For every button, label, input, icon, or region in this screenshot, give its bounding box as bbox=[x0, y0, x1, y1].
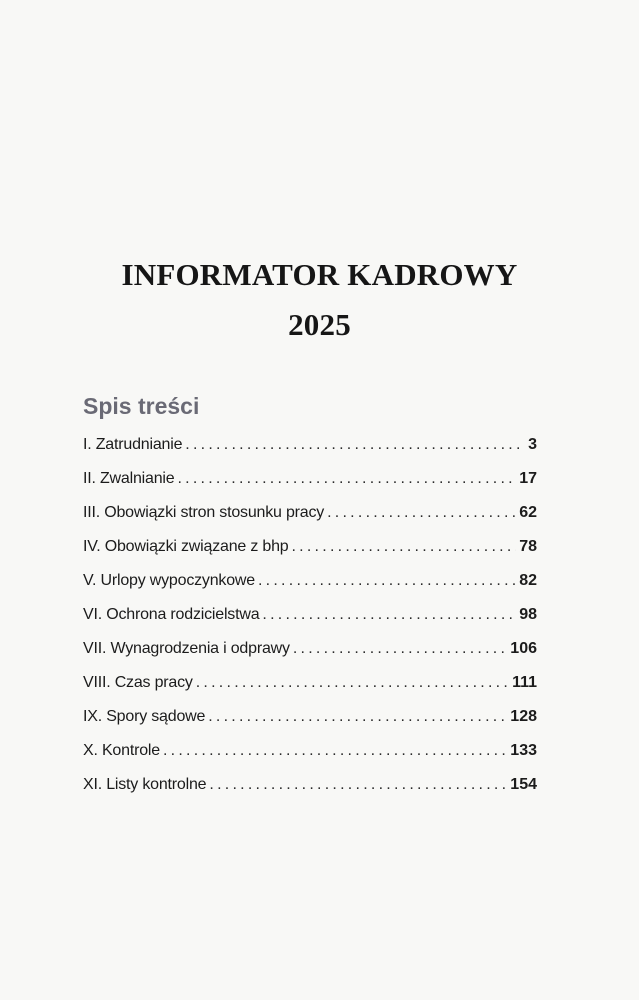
toc-entry-label: V. Urlopy wypoczynkowe bbox=[83, 572, 255, 589]
toc-entry-3[interactable] bbox=[83, 504, 537, 538]
dot-leader bbox=[327, 504, 516, 522]
dot-leader bbox=[163, 742, 507, 760]
toc-entry-9[interactable] bbox=[83, 708, 537, 742]
toc-entry-page: 128 bbox=[510, 708, 537, 725]
toc-entry-label: III. Obowiązki stron stosunku pracy bbox=[83, 504, 325, 521]
toc-entry-label: VII. Wynagrodzenia i odprawy bbox=[83, 640, 290, 657]
toc-entry-page: 133 bbox=[510, 742, 537, 759]
toc-entry-label: I. Zatrudnianie bbox=[83, 436, 183, 453]
toc-entry-page: 17 bbox=[519, 470, 537, 487]
toc-entry-page: 3 bbox=[528, 436, 537, 453]
toc-entry-page: 111 bbox=[512, 674, 537, 691]
toc-entry-label: VI. Ochrona rodzicielstwa bbox=[83, 606, 260, 623]
toc-entry-label: VIII. Czas pracy bbox=[83, 674, 193, 691]
toc-entry-5[interactable] bbox=[83, 572, 537, 606]
dot-leader bbox=[293, 640, 507, 658]
dot-leader bbox=[185, 436, 525, 454]
toc-entry-page: 106 bbox=[510, 640, 537, 657]
toc-entry-page: 82 bbox=[519, 572, 537, 589]
toc-entry-11[interactable] bbox=[83, 776, 537, 810]
toc-entry-label: IV. Obowiązki związane z bhp bbox=[83, 538, 289, 555]
toc-entry-7[interactable] bbox=[83, 640, 537, 674]
dot-leader bbox=[177, 470, 516, 488]
toc-entry-label: II. Zwalnianie bbox=[83, 470, 175, 487]
toc-entry-page: 98 bbox=[519, 606, 537, 623]
dot-leader bbox=[262, 606, 516, 624]
dot-leader bbox=[196, 674, 509, 692]
toc-entry-page: 78 bbox=[519, 538, 537, 555]
toc-entry-label: X. Kontrole bbox=[83, 742, 160, 759]
toc-entry-4[interactable] bbox=[83, 538, 537, 572]
toc-entry-label: IX. Spory sądowe bbox=[83, 708, 206, 725]
toc-entry-8[interactable] bbox=[83, 674, 537, 708]
toc-entry-label: XI. Listy kontrolne bbox=[83, 776, 207, 793]
table-of-contents bbox=[83, 436, 537, 810]
toc-entry-1[interactable] bbox=[83, 436, 537, 470]
toc-entry-10[interactable] bbox=[83, 742, 537, 776]
dot-leader bbox=[209, 776, 507, 794]
dot-leader bbox=[291, 538, 516, 556]
dot-leader bbox=[258, 572, 516, 590]
toc-heading: Spis treści bbox=[83, 393, 200, 419]
toc-entry-page: 62 bbox=[519, 504, 537, 521]
dot-leader bbox=[208, 708, 507, 726]
toc-entry-page: 154 bbox=[510, 776, 537, 793]
document-year: 2025 bbox=[288, 307, 351, 342]
toc-entry-2[interactable] bbox=[83, 470, 537, 504]
document-title: INFORMATOR KADROWY bbox=[121, 257, 518, 292]
toc-entry-6[interactable] bbox=[83, 606, 537, 640]
